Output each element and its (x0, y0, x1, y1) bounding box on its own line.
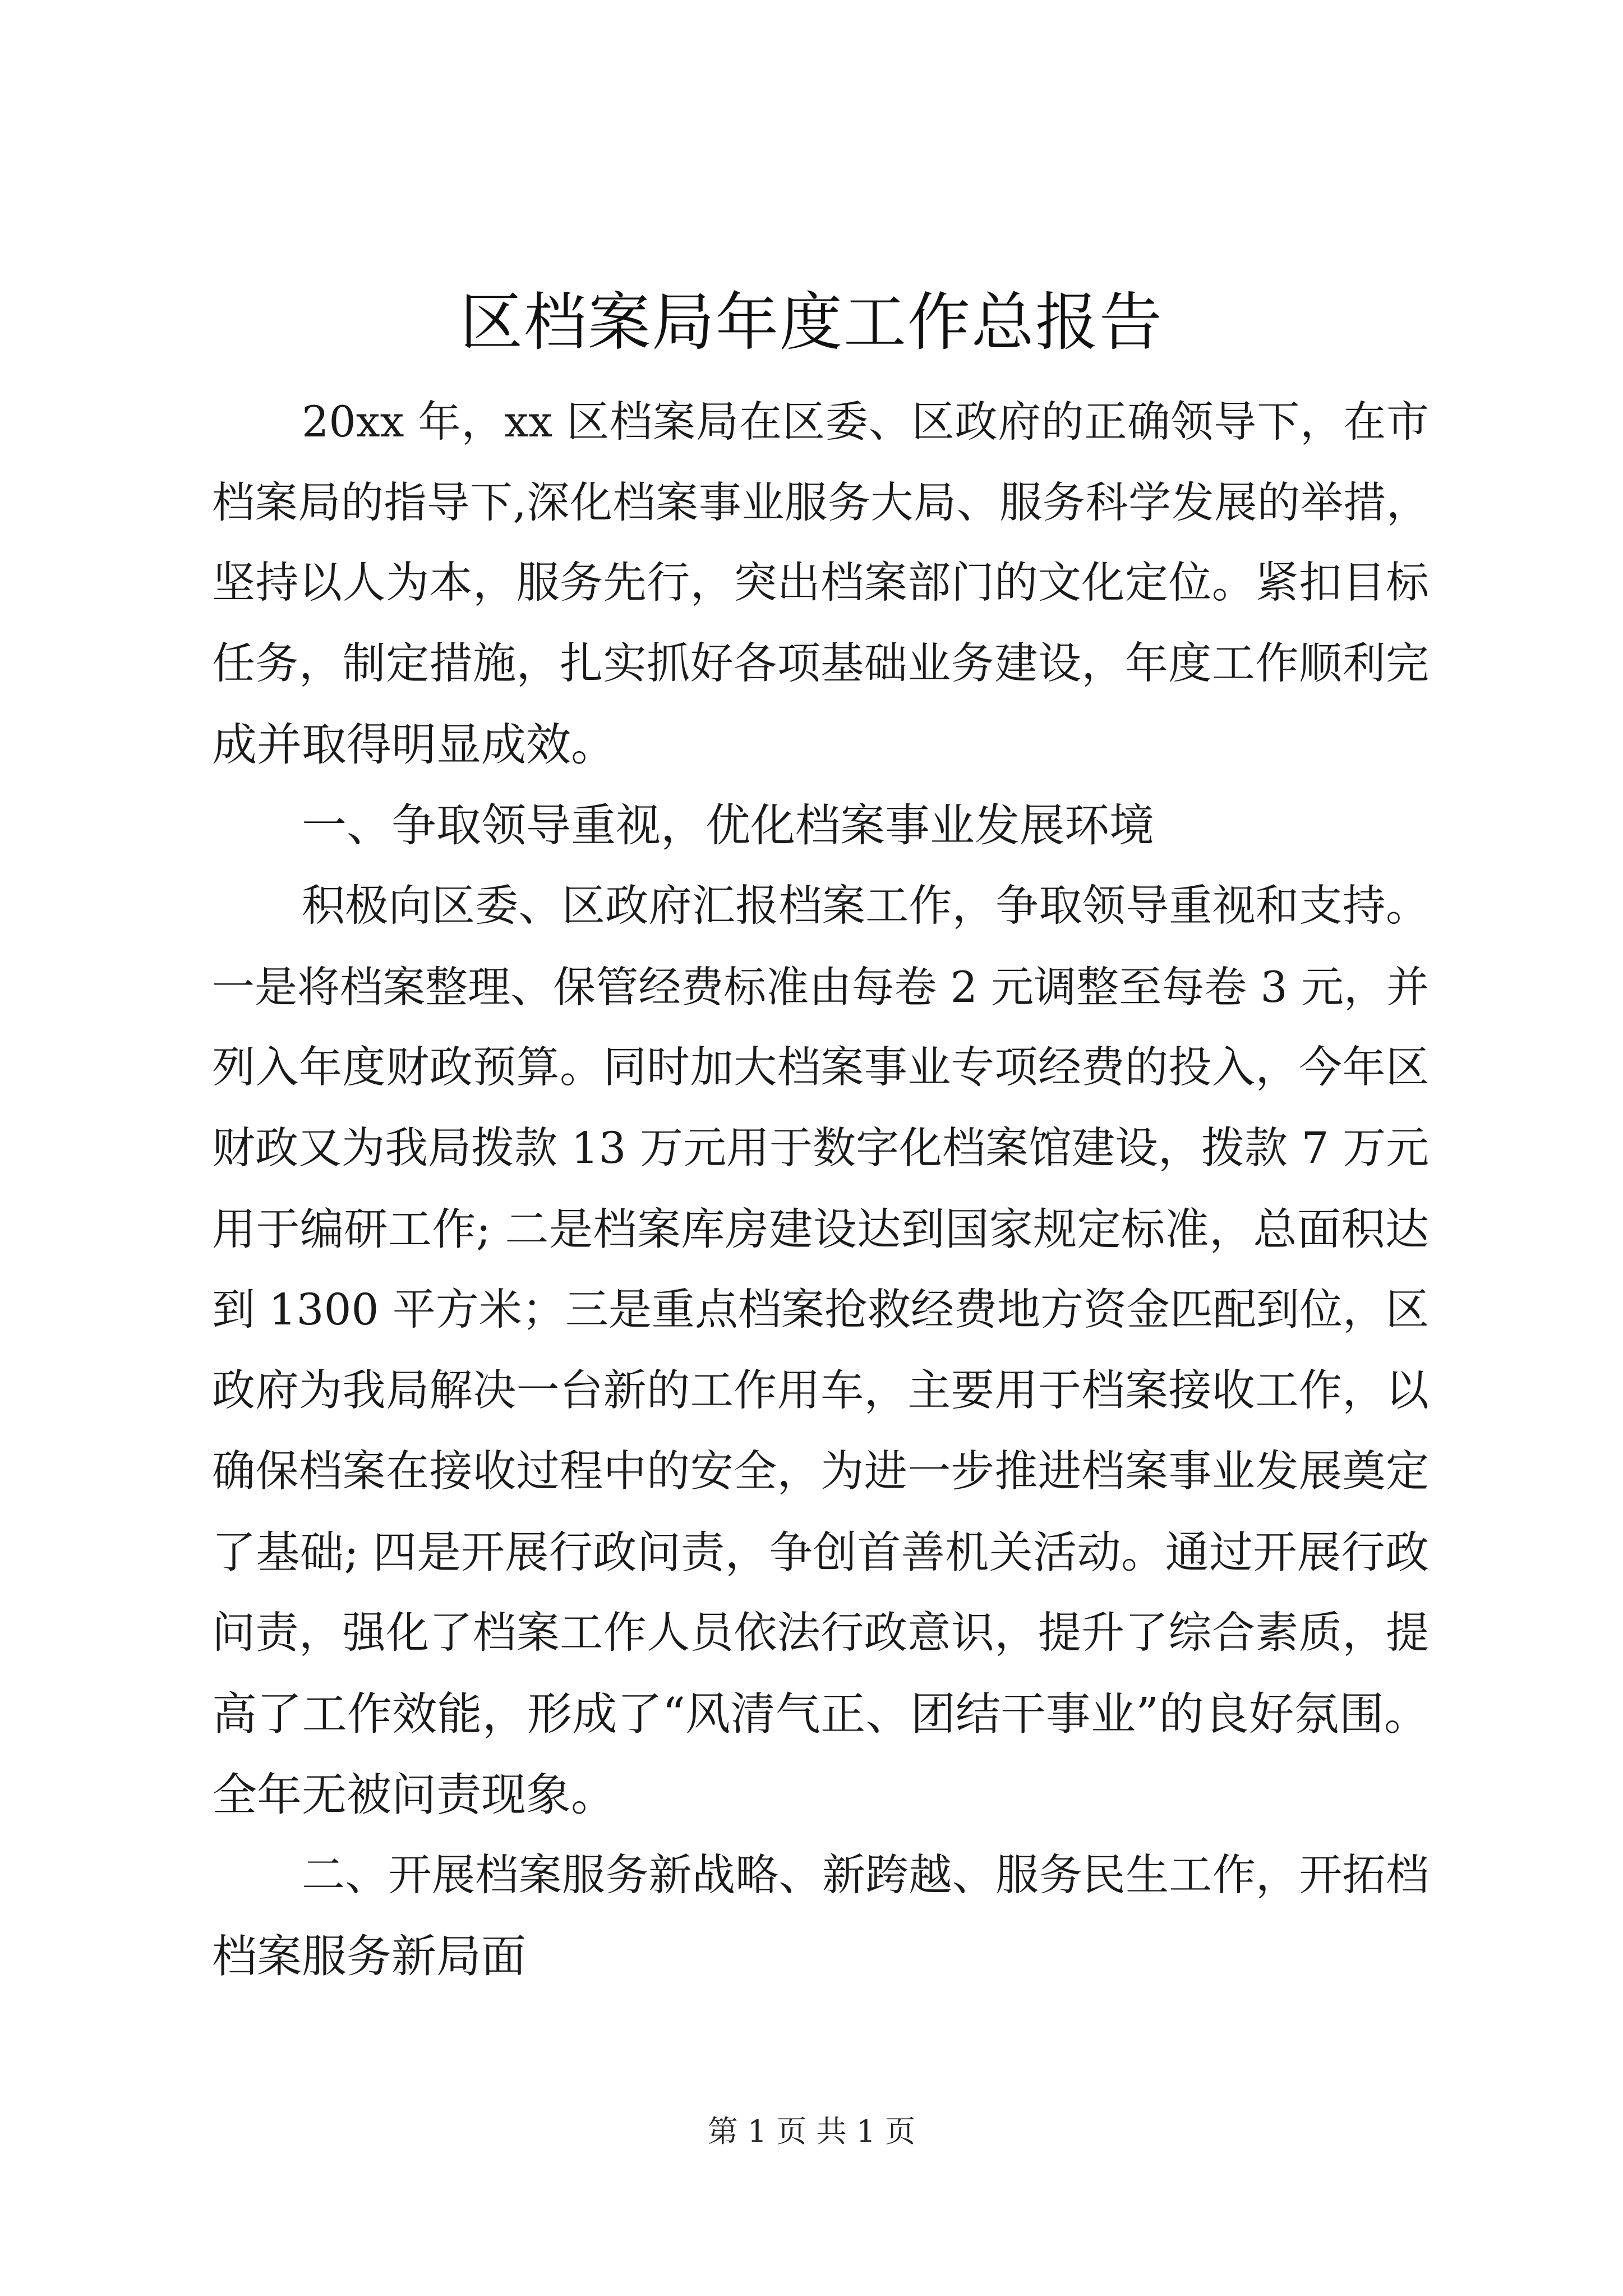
body-line: 高了工作效能，形成了“风清气正、团结干事业”的良好氛围。 (212, 1688, 1429, 1740)
body-line: 全年无被问责现象。 (212, 1769, 616, 1821)
body-line: 坚持以人为本，服务先行，突出档案部门的文化定位。紧扣目标 (212, 558, 1429, 608)
body-line: 确保档案在接收过程中的安全，为进一步推进档案事业发展奠定 (212, 1447, 1429, 1497)
body-line: 列入年度财政预算。同时加大档案事业专项经费的投入，今年区 (212, 1043, 1429, 1093)
body-line: 档案服务新局面 (212, 1930, 526, 1982)
body-line: 问责，强化了档案工作人员依法行政意识，提升了综合素质，提 (212, 1608, 1429, 1658)
body-line: 一是将档案整理、保管经费标准由每卷 2 元调整至每卷 3 元，并 (212, 962, 1429, 1012)
body-line: 用于编研工作; 二是档案库房建设达到国家规定标准，总面积达 (212, 1204, 1429, 1255)
body-line: 积极向区委、区政府汇报档案工作，争取领导重视和支持。 (302, 881, 1429, 931)
body-line: 任务，制定措施，扎实抓好各项基础业务建设，年度工作顺利完 (212, 639, 1429, 689)
page-footer: 第 1 页 共 1 页 (707, 2114, 916, 2149)
body-line: 财政又为我局拨款 13 万元用于数字化档案馆建设，拨款 7 万元 (212, 1124, 1429, 1174)
body-line: 一、争取领导重视，优化档案事业发展环境 (302, 799, 1154, 852)
body-line: 成并取得明显成效。 (212, 719, 616, 771)
body-line: 档案局的指导下,深化档案事业服务大局、服务科学发展的举措， (212, 477, 1429, 527)
body-line: 20xx 年，xx 区档案局在区委、区政府的正确领导下，在市 (302, 397, 1429, 447)
body-line: 了基础; 四是开展行政问责，争创首善机关活动。通过开展行政 (212, 1527, 1429, 1578)
body-line: 到 1300 平方米；三是重点档案抢救经费地方资金匹配到位，区 (212, 1285, 1429, 1335)
body-line: 二、开展档案服务新战略、新跨越、服务民生工作，开拓档 (302, 1851, 1429, 1901)
document-body (212, 381, 1429, 1997)
body-line: 政府为我局解决一台新的工作用车，主要用于档案接收工作，以 (212, 1366, 1429, 1416)
document-title: 区档案局年度工作总报告 (460, 286, 1163, 359)
